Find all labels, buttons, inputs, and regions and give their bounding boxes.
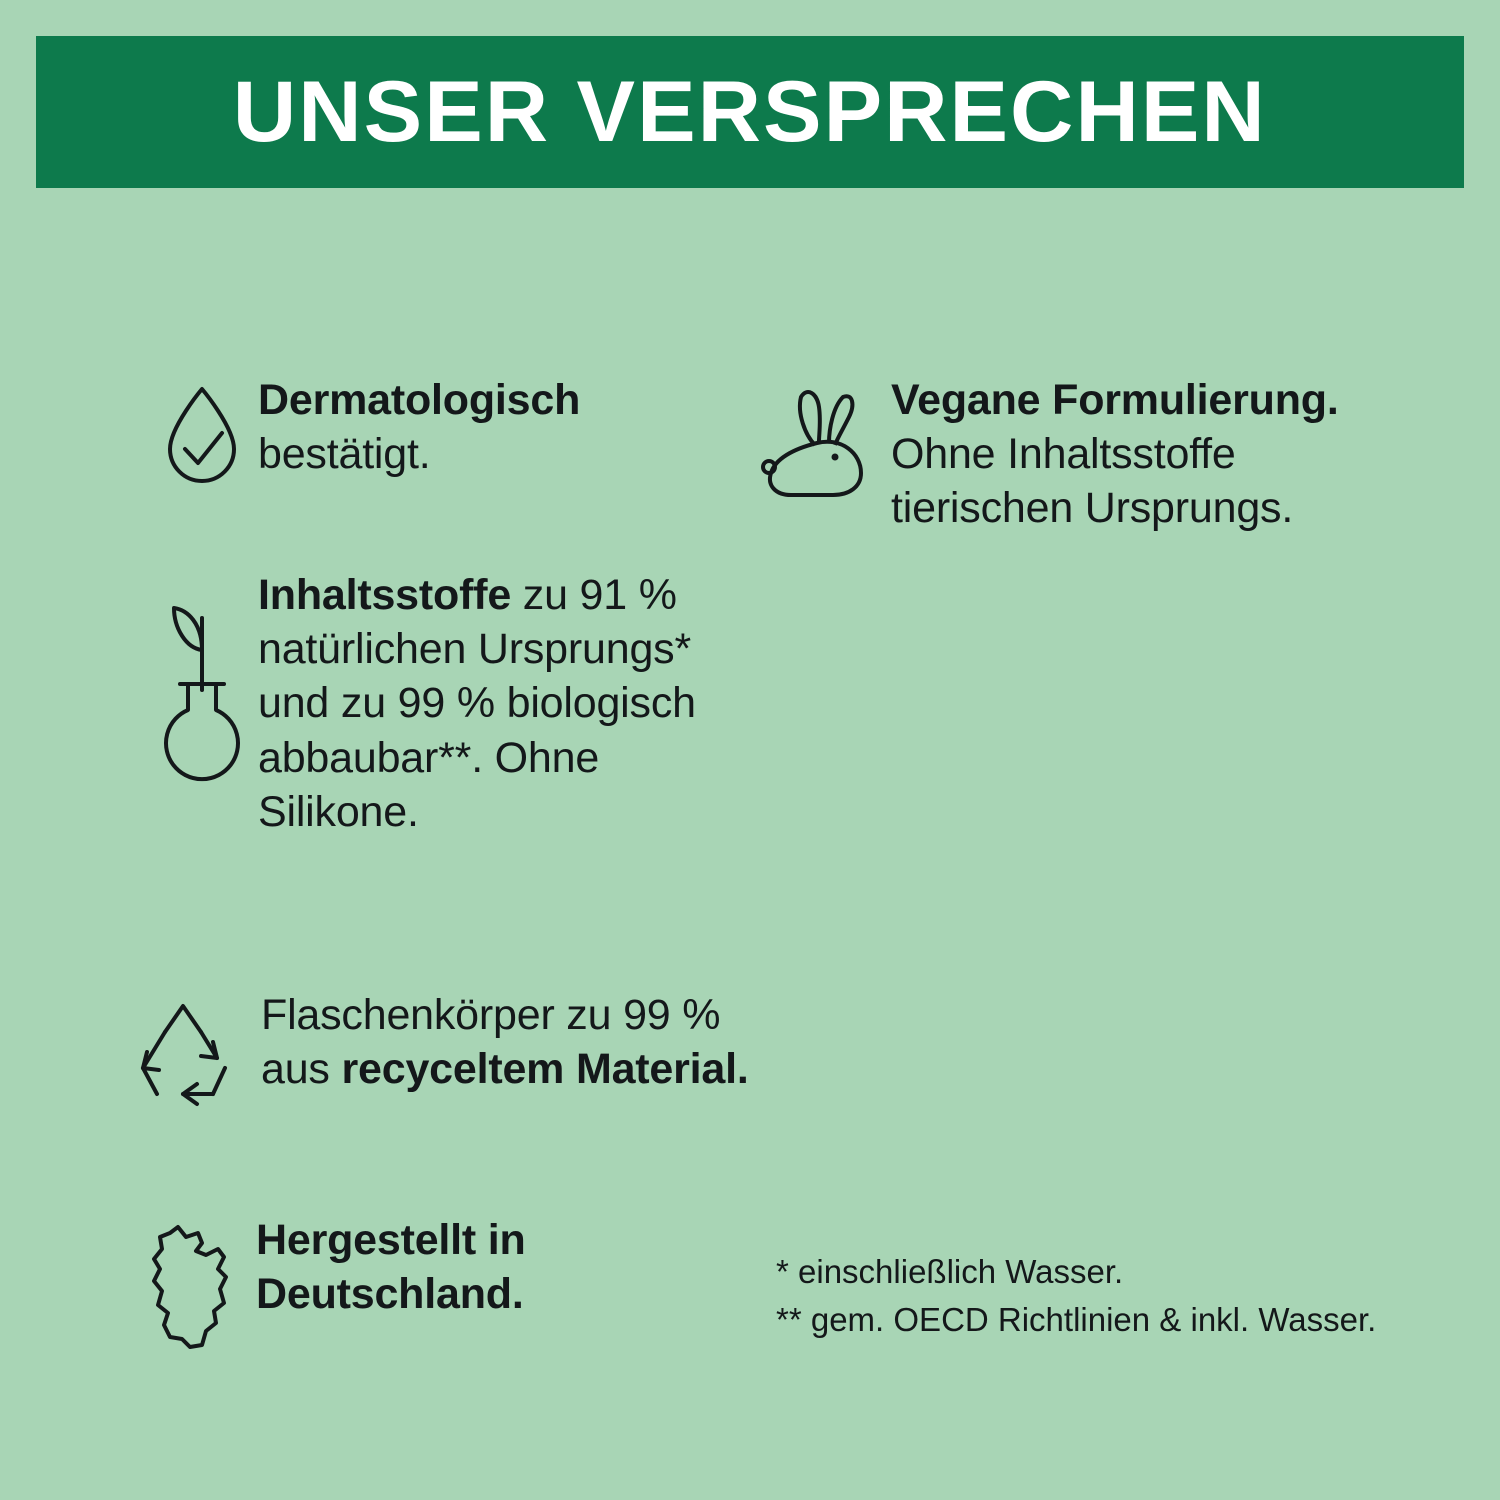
droplet-check-icon: [146, 373, 258, 491]
claim-vegan: [751, 373, 1411, 536]
claim-text: [261, 988, 781, 1096]
plant-flask-icon: [146, 568, 258, 788]
claim-text: [891, 373, 1391, 536]
claim-hergestellt-in-deutschland: [126, 1213, 746, 1359]
recycling-icon: [111, 988, 261, 1122]
claim-recycling: [111, 988, 791, 1122]
claim-rest-text: Ohne Inhaltsstoffe tierischen Ursprungs.: [891, 430, 1294, 533]
claim-pre-text: Flaschenkörper zu 99 % aus: [261, 991, 721, 1094]
germany-map-icon: [126, 1213, 256, 1359]
claim-bold-text: Dermatologisch: [258, 376, 581, 424]
footnotes: [776, 1248, 1456, 1344]
claim-bold-text: recyceltem Material.: [341, 1045, 749, 1094]
claim-text: [256, 1213, 726, 1321]
footnote-double-asterisk: ** gem. OECD Richtlinien & inkl. Wasser.: [776, 1300, 1377, 1338]
claims-area: [36, 188, 1464, 1464]
claim-rest-text: zu 91 % natürlichen Ursprungs* und zu 99 % biologisch abbaubar**. Ohne Silikone.: [258, 571, 696, 836]
claim-text: [258, 373, 728, 481]
claim-rest-text: bestätigt.: [258, 430, 431, 479]
claim-bold-text: Inhaltsstoffe: [258, 571, 512, 619]
rabbit-icon: [751, 373, 891, 513]
claim-dermatologisch: [146, 373, 746, 491]
panel-inner: [36, 36, 1464, 1464]
footnote-single-asterisk: * einschließlich Wasser.: [776, 1253, 1124, 1290]
claim-text: [258, 568, 758, 839]
panel-header: [36, 36, 1464, 188]
claim-bold-text: Hergestellt in Deutschland.: [256, 1216, 526, 1319]
page-title: UNSER VERSPRECHEN: [233, 64, 1267, 160]
claim-inhaltsstoffe: [146, 568, 766, 839]
claim-bold-text: Vegane Formulierung.: [891, 376, 1339, 424]
